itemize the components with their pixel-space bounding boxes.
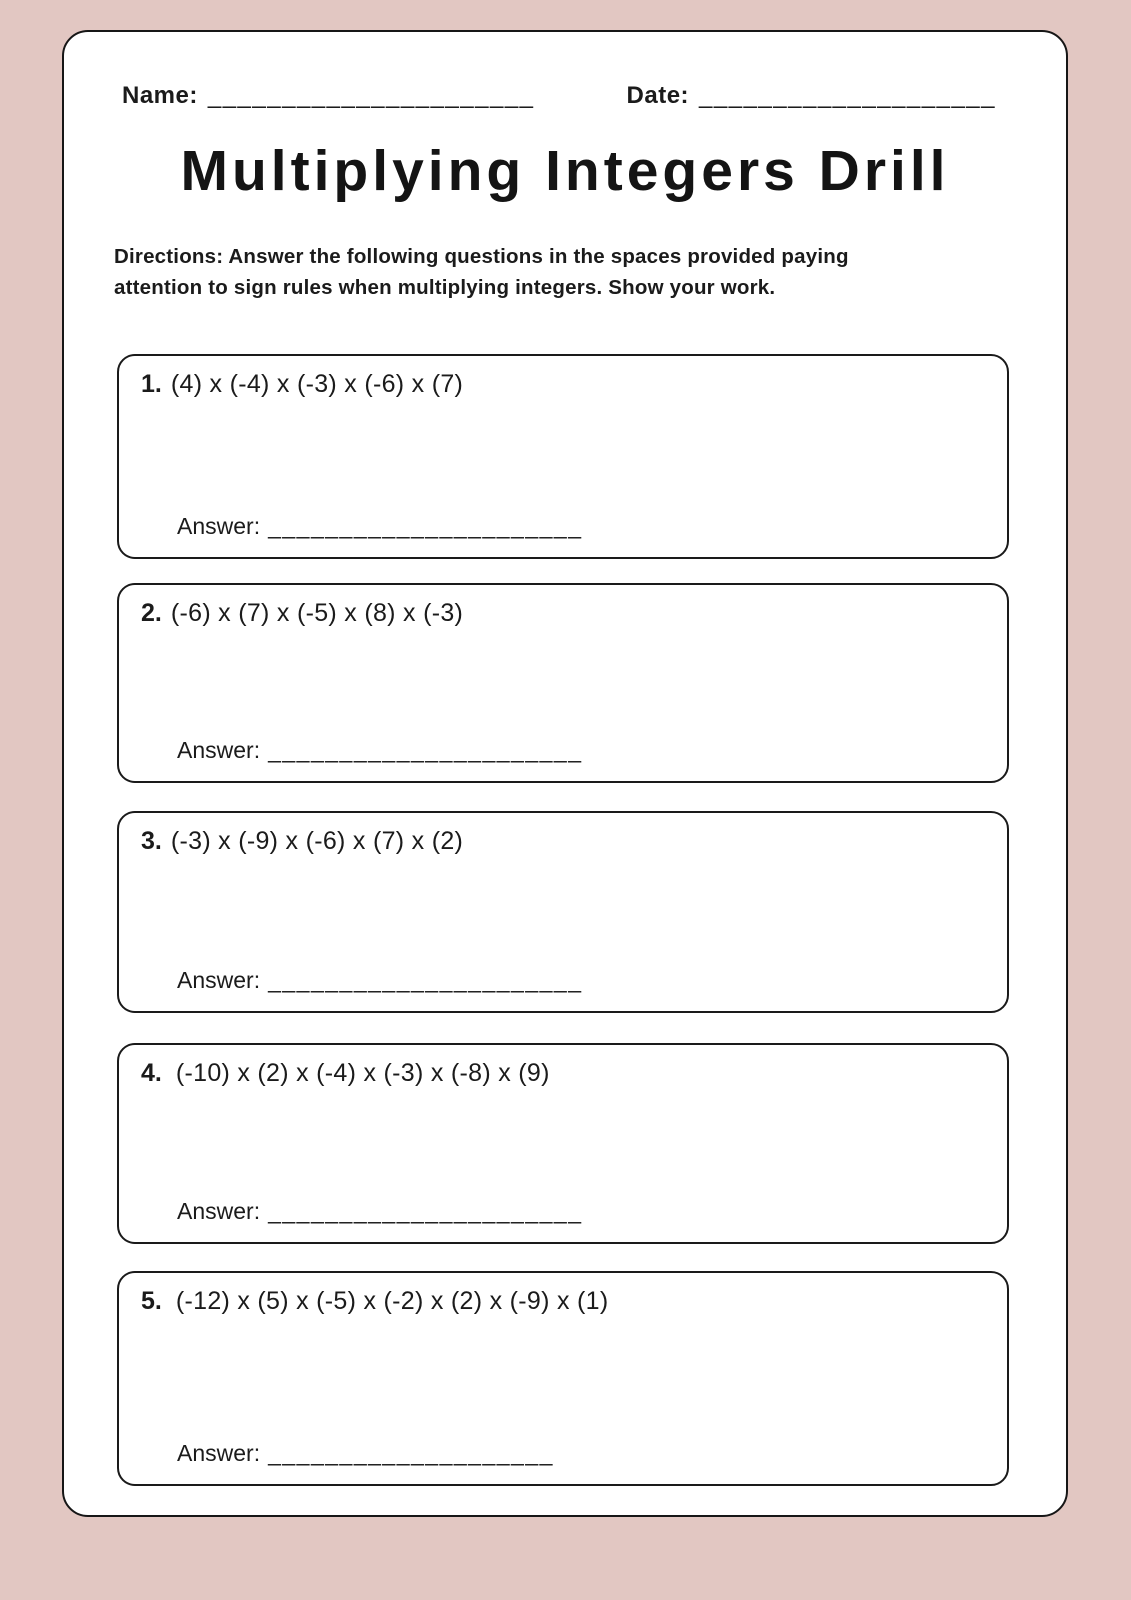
question-number: 2.	[141, 599, 162, 627]
date-blank-line: ____________________	[699, 82, 996, 109]
question-expression: (-3) x (-9) x (-6) x (7) x (2)	[170, 827, 464, 855]
date-label: Date:	[626, 82, 690, 109]
answer-row	[177, 1440, 554, 1467]
question-number: 4.	[141, 1059, 162, 1087]
question-box-3	[117, 811, 1009, 1013]
question-number: 1.	[141, 370, 162, 398]
name-blank-line: ______________________	[207, 82, 535, 109]
answer-blank-line: ____________________	[268, 1440, 554, 1466]
question-box-5	[117, 1271, 1009, 1486]
answer-blank-line: ______________________	[268, 1198, 583, 1224]
answer-row	[177, 513, 583, 540]
name-date-row	[122, 82, 1016, 110]
answer-blank-line: ______________________	[268, 737, 583, 763]
question-expression: (4) x (-4) x (-3) x (-6) x (7)	[170, 370, 464, 398]
question-expression: (-10) x (2) x (-4) x (-3) x (-8) x (9)	[175, 1059, 550, 1087]
question-line	[141, 827, 991, 856]
question-number: 5.	[141, 1287, 162, 1315]
answer-label: Answer:	[177, 967, 261, 993]
answer-label: Answer:	[177, 737, 261, 763]
question-line	[141, 1287, 991, 1316]
answer-blank-line: ______________________	[268, 513, 583, 539]
question-box-1	[117, 354, 1009, 559]
worksheet-page	[62, 30, 1068, 1517]
question-box-4	[117, 1043, 1009, 1244]
question-box-2	[117, 583, 1009, 783]
question-line	[141, 1059, 991, 1088]
answer-row	[177, 737, 583, 764]
answer-row	[177, 967, 583, 994]
directions-text: Directions: Answer the following questions in the spaces provided paying attention to sign rules when multiplying integers. Show your work.	[114, 245, 849, 299]
question-line	[141, 599, 991, 628]
question-expression: (-12) x (5) x (-5) x (-2) x (2) x (-9) x (1)	[175, 1287, 609, 1315]
page-title: Multiplying Integers Drill	[180, 139, 950, 203]
question-number: 3.	[141, 827, 162, 855]
answer-blank-line: ______________________	[268, 967, 583, 993]
answer-label: Answer:	[177, 1198, 261, 1224]
answer-row	[177, 1198, 583, 1225]
answer-label: Answer:	[177, 513, 261, 539]
question-line	[141, 370, 991, 399]
name-label: Name:	[122, 82, 198, 109]
question-expression: (-6) x (7) x (-5) x (8) x (-3)	[170, 599, 464, 627]
answer-label: Answer:	[177, 1440, 261, 1466]
